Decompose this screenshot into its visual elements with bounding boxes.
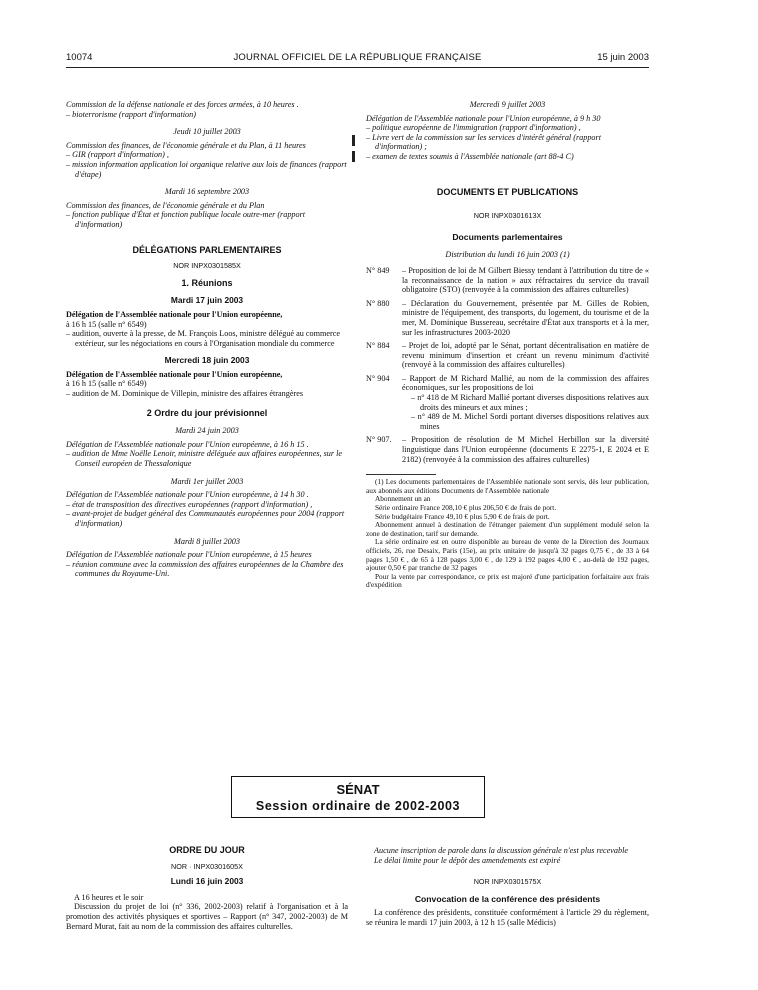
conference-body: La conférence des présidents, constituée conformément à l'article 29 du règlement, se réunira le mardi 17 juin 2003, à 12 h 15 (salle Médicis)	[366, 908, 649, 927]
p1-item: – audition de Mme Noëlle Lenoir, ministre déléguée aux affaires européennes, sur le Conseil européen de Thessalonique	[66, 449, 343, 469]
conference-title: Convocation de la conférence des présidents	[414, 893, 601, 904]
footnote-line: Série budgétaire France 49,10 € plus 5,90 € de frais de port.	[375, 511, 550, 521]
d2-title: Délégation de l'Assemblée nationale pour l'Union européenne,	[66, 369, 283, 379]
block2-body: Commission des finances, de l'économie générale et du Plan, à 11 heures	[66, 140, 306, 150]
journal-title: JOURNAL OFFICIEL DE LA RÉPUBLIQUE FRANÇAISE	[233, 52, 482, 63]
document-entry	[366, 435, 649, 464]
footnote	[366, 478, 649, 590]
r1-item-1: – politique européenne de l'immigration (rapport d'information) ,	[366, 123, 581, 133]
entry-text: – Projet de loi, adopté par le Sénat, portant décentralisation en matière de revenu minimum d'insertion et créant un revenu minimum d'activité (renvoyé à la commission des affaires culturelles)	[402, 341, 649, 370]
session-title: Session ordinaire de 2002-2003	[255, 799, 461, 813]
p1-date: Mardi 24 juin 2003	[175, 426, 239, 436]
entry-number: N° 849	[366, 265, 390, 275]
entry-number: N° 907.	[366, 435, 392, 445]
header-rule	[66, 67, 649, 68]
p2-body: Délégation de l'Assemblée nationale pour l'Union européenne, à 14 h 30 .	[66, 490, 309, 500]
d2-item: – audition de M. Dominique de Villepin, ministre des affaires étrangères	[66, 389, 304, 399]
document-entry	[366, 299, 649, 337]
notice-line-2: Le délai limite pour le dépôt des amendements est expiré	[374, 855, 561, 865]
p3-body: Délégation de l'Assemblée nationale pour l'Union européenne, à 15 heures	[66, 550, 312, 560]
block2-item-1: – GIR (rapport d'information) ,	[66, 150, 169, 160]
conference-nor: NOR INPX0301575X	[473, 877, 542, 887]
entry-text: – Proposition de loi de M Gilbert Biessy tendant à l'attribution du titre de « la reconnaissance de la nation » aux réfractaires du service du travail obligatoire (STO) (renvoyée à la commission des affaires culturelles)	[402, 265, 649, 295]
docs-subtitle: Documents parlementaires	[452, 231, 563, 242]
footnote-line: (1) Les documents parlementaires de l'Assemblée nationale sont servis, dès leur publication, aux abonnés aux éditions Documents de l'Assemblée nationale	[366, 477, 649, 495]
d2-date: Mercredi 18 juin 2003	[164, 355, 250, 366]
delegations-title: DÉLÉGATIONS PARLEMENTAIRES	[132, 244, 282, 255]
right-column-top	[366, 100, 649, 590]
section-ordre-du-jour: 2 Ordre du jour prévisionnel	[146, 407, 268, 418]
p1-body: Délégation de l'Assemblée nationale pour l'Union européenne, à 16 h 15 .	[66, 439, 309, 449]
p2-item-2: – avant-projet de budget général des Communautés européennes pour 2004 (rapport d'information)	[66, 509, 345, 528]
footnote-line: Abonnement annuel à destination de l'étranger paiement d'un supplément modulé selon la zone de destination, tarif sur demande.	[366, 520, 649, 538]
ordre-du-jour-title: ORDRE DU JOUR	[169, 845, 245, 855]
entry-number: N° 904	[366, 373, 390, 383]
page-number: 10074	[66, 52, 93, 63]
entry-text: – Déclaration du Gouvernement, présentée par M. Gilles de Robien, ministre de l'équipement, des transports, du logement, du tourisme et de la mer, M. Dominique Bussereau, secrétaire d'État aux transports et à la mer, sur les infrastructures 2003-2020	[402, 298, 649, 337]
notice-line-1: Aucune inscription de parole dans la discussion générale n'est plus recevable	[374, 846, 628, 855]
p3-item: – réunion commune avec la commission des affaires européennes de la Chambre des communes du Royaume-Uni.	[66, 559, 344, 579]
left-column-bottom	[66, 846, 348, 931]
block3-body: Commission des finances, de l'économie générale et du Plan	[66, 200, 265, 210]
footnote-line: Pour la vente par correspondance, ce prix est majoré d'une participation forfaitaire aux frais d'expédition	[366, 571, 649, 590]
entry-text: – Rapport de M Richard Mallié, au nom de la commission des affaires économiques, sur les propositions de loi	[402, 373, 649, 393]
d1-item: – audition, ouverte à la presse, de M. François Loos, ministre délégué au commerce extérieur, sur les négociations en cours à l'Organisation mondiale du commerce	[66, 329, 340, 348]
entry-number: N° 884	[366, 341, 390, 351]
d2-time: à 16 h 15 (salle n° 6549)	[66, 379, 147, 389]
ordre-date: Lundi 16 juin 2003	[170, 876, 244, 887]
margin-bar	[352, 135, 355, 146]
senat-heading-box	[231, 776, 485, 818]
ordre-body: Discussion du projet de loi (n° 336, 2002-2003) relatif à l'organisation et à la promotion des activités physiques et sportives – Rapport (n° 347, 2002-2003) de M Bernard Murat, fait au nom de la commission des affaires culturelles.	[66, 902, 348, 931]
p2-date: Mardi 1er juillet 2003	[170, 476, 244, 486]
entry-text: – Proposition de résolution de M Michel Herbillon sur la diversité linguistique dans l'Union européenne (documents E 2275-1, E 2024 et E 2182) (renvoyée à la commission des affaires culturelles)	[402, 435, 649, 464]
docs-nor: NOR INPX0301613X	[473, 211, 542, 221]
d1-title: Délégation de l'Assemblée nationale pour l'Union européenne,	[66, 309, 283, 319]
document-entry	[366, 341, 649, 370]
issue-date: 15 juin 2003	[597, 52, 649, 63]
ordre-nor: NOR · INPX0301605X	[171, 861, 243, 871]
r1-item-3: – examen de textes soumis à l'Assemblée nationale (art 88-4 C)	[366, 151, 574, 161]
docs-distribution: Distribution du lundi 16 juin 2003 (1)	[445, 250, 570, 260]
r1-item-2: – Livre vert de la commission sur les services d'intérêt général (rapport d'information) ;	[366, 132, 601, 152]
left-column-top	[66, 100, 348, 579]
footnote-rule	[366, 474, 436, 475]
section-reunions: 1. Réunions	[181, 277, 233, 288]
r1-date: Mercredi 9 juillet 2003	[469, 100, 546, 109]
block2-item-2: – mission information application loi organique relative aux lois de finances (rapport d'étape)	[66, 159, 347, 179]
d1-date: Mardi 17 juin 2003	[170, 295, 244, 306]
block1-item: – bioterrorisme (rapport d'information)	[66, 109, 196, 119]
page-header	[66, 52, 649, 68]
delegations-nor: NOR INPX0301585X	[173, 261, 241, 271]
document-entry	[366, 266, 649, 295]
entry-number: N° 880	[366, 298, 390, 308]
footnote-line: Série ordinaire France 208,10 € plus 206,50 € de frais de port.	[375, 503, 557, 512]
footnote-line: La série ordinaire est en outre disponible au bureau de vente de la Direction des Journaux officiels, 26, rue Desaix, Paris (15e), au prix unitaire de jusqu'à 32 pages 0,75 € , de 33 à 64 pages 1,50 € , de 65 à 128 pages 3,00 € , de 129 à 192 pages 4,00 € , au-delà de 192 pages, ajouter 0,50 € par tranche de 32 pages	[366, 537, 649, 573]
docs-title: DOCUMENTS ET PUBLICATIONS	[436, 186, 579, 197]
r1-body: Délégation de l'Assemblée nationale pour l'Union européenne, à 9 h 30	[366, 113, 601, 123]
block2-date: Jeudi 10 juillet 2003	[173, 127, 241, 137]
sub-proposal: – n° 418 de M Richard Mallié portant diverses dispositions relatives aux droits des mineurs et aux mines ;	[411, 393, 649, 412]
ordre-time: A 16 heures et le soir	[74, 892, 144, 902]
footnote-line: Abonnement un an	[375, 494, 431, 504]
senat-title: SÉNAT	[336, 782, 380, 797]
p2-item-1: – état de transposition des directives européennes (rapport d'information) ,	[66, 499, 313, 509]
p3-date: Mardi 8 juillet 2003	[174, 536, 240, 546]
sub-proposal: – n° 489 de M. Michel Sordi portant diverses dispositions relatives aux mines	[411, 412, 649, 431]
document-entry	[366, 374, 649, 432]
block1-body: Commission de la défense nationale et des forces armées, à 10 heures .	[66, 100, 299, 109]
d1-time: à 16 h 15 (salle n° 6549)	[66, 319, 147, 329]
right-column-bottom	[366, 846, 649, 928]
margin-bar	[352, 151, 355, 162]
block3-date: Mardi 16 septembre 2003	[164, 187, 250, 197]
block3-item: – fonction publique d'État et fonction publique locale outre-mer (rapport d'information)	[66, 210, 306, 229]
